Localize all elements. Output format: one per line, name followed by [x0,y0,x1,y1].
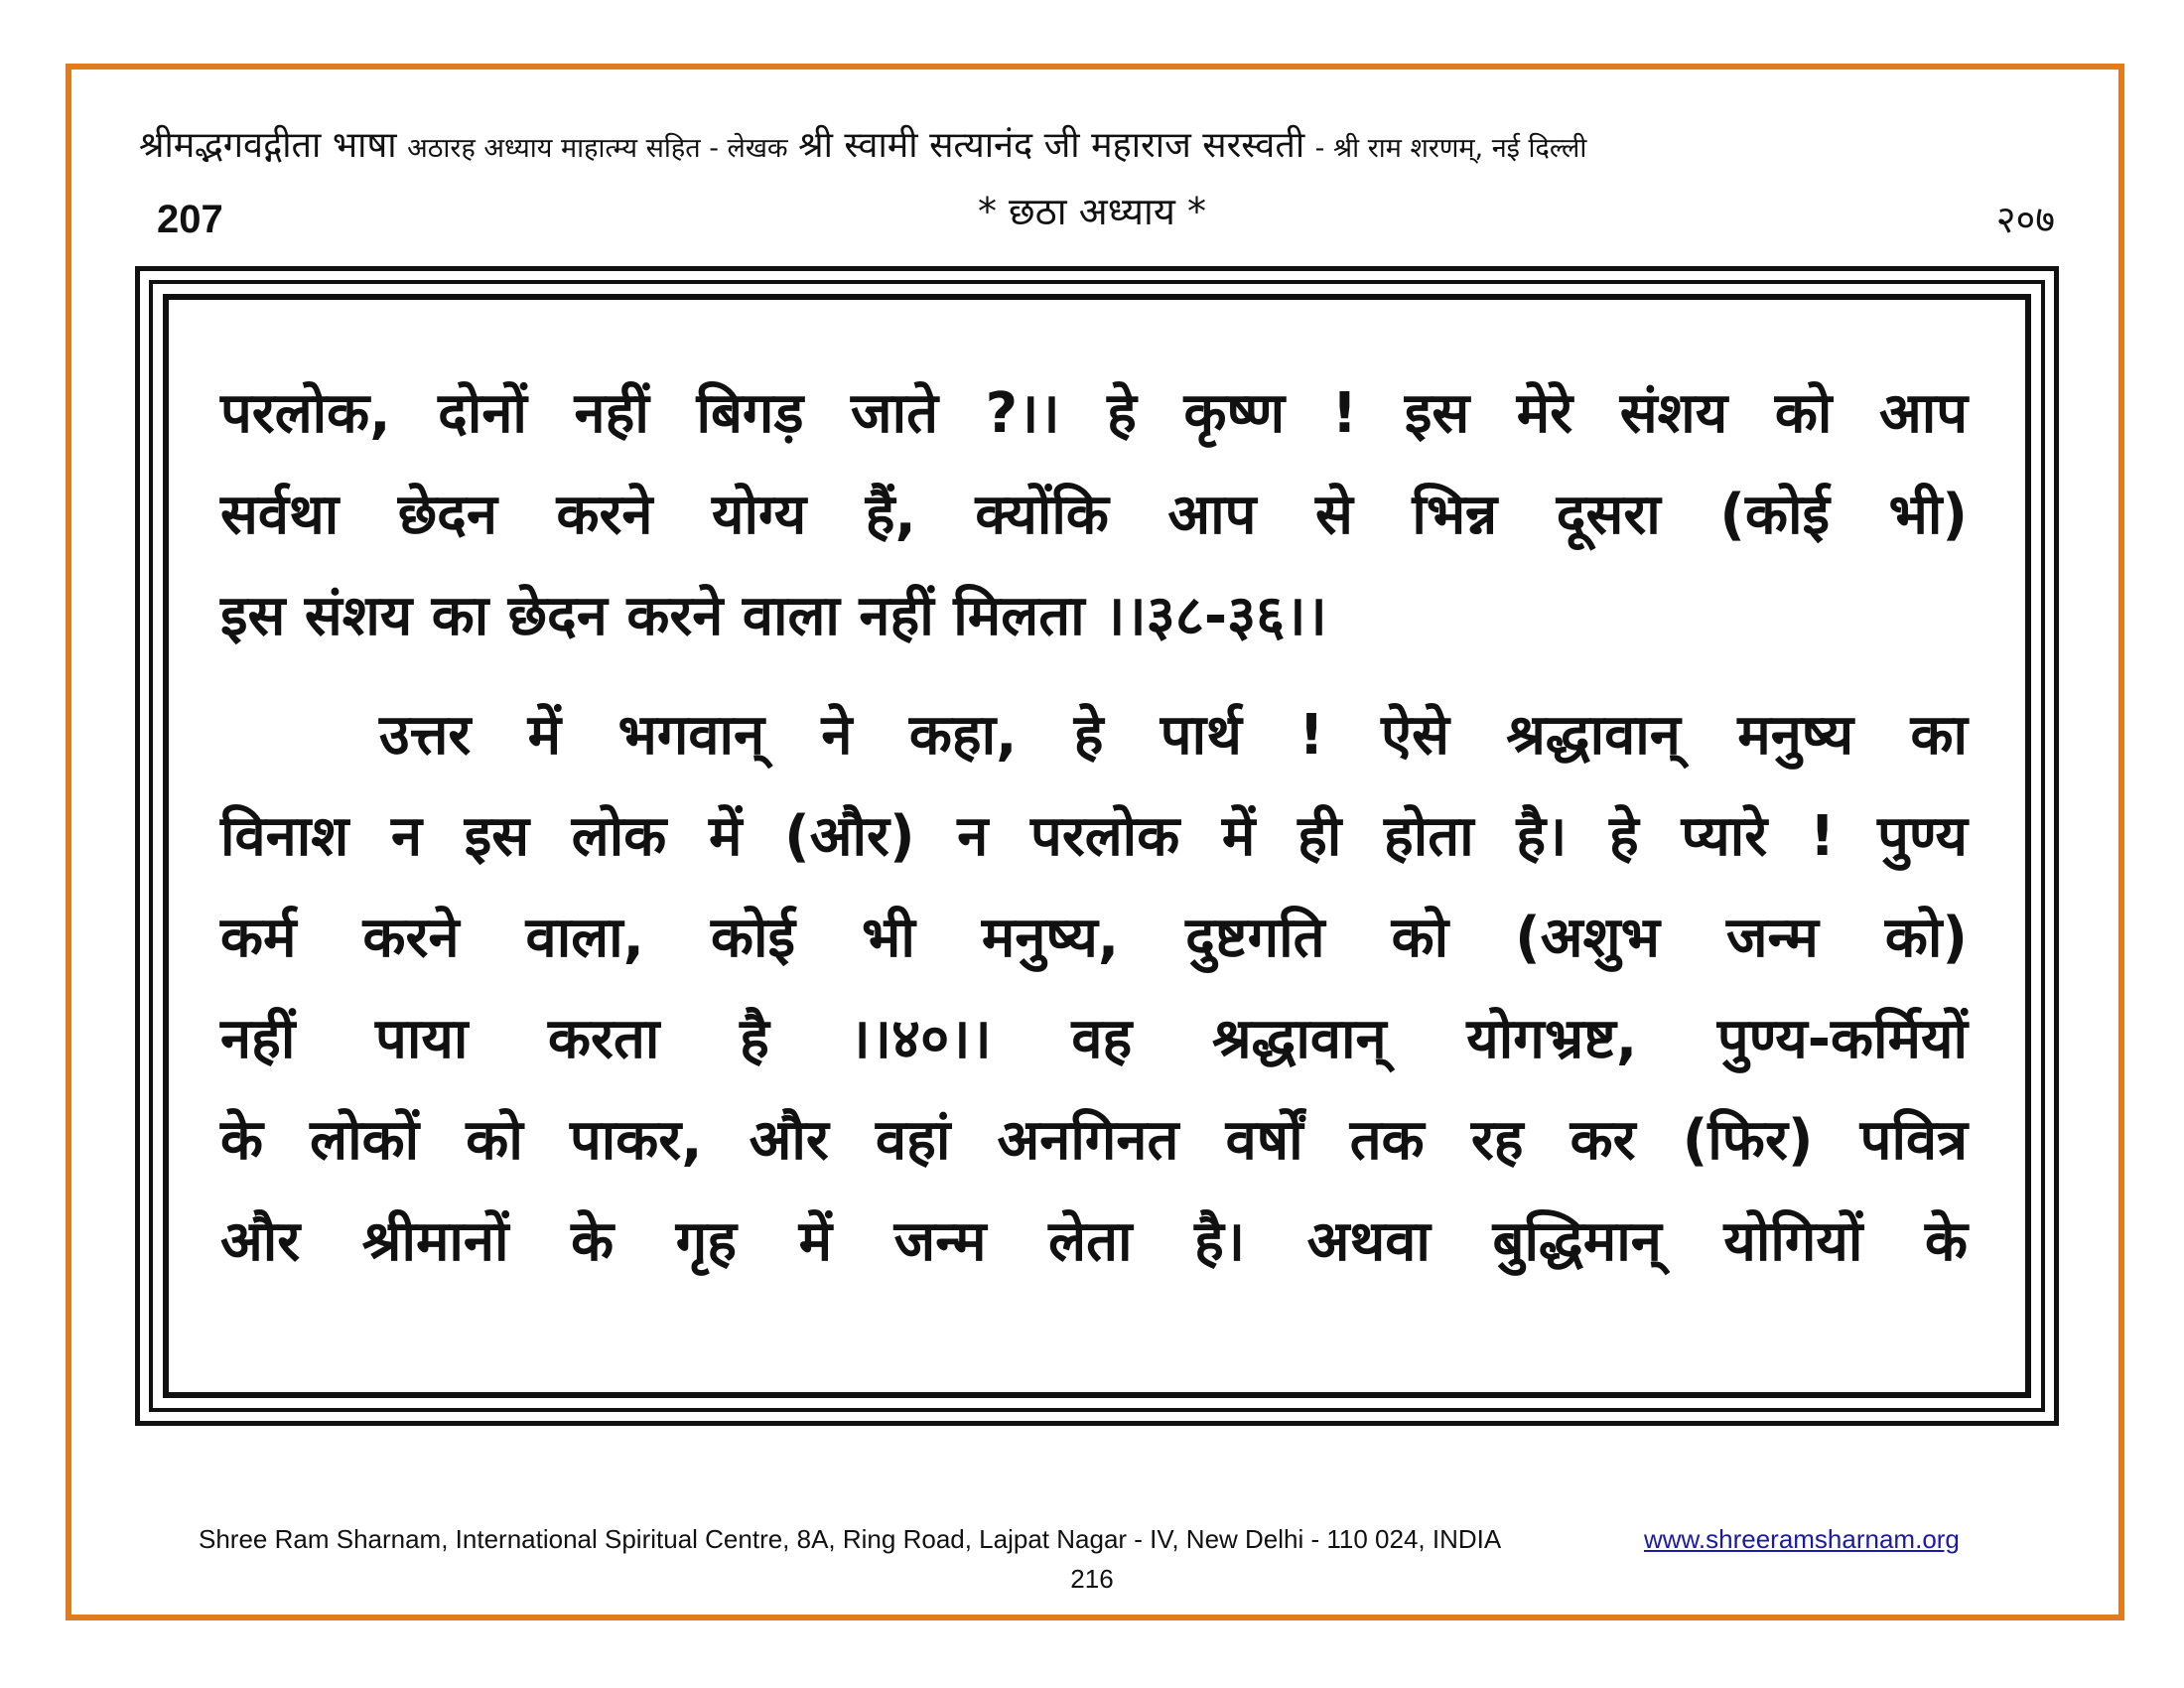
running-header [139,121,2065,171]
text-line: विनाश न इस लोक में (और) न परलोक में ही होता है। हे प्यारे ! पुण्य [220,804,1968,869]
author-name: श्री स्वामी सत्यानंद जी महाराज सरस्वती [798,125,1305,166]
text-line: कर्म करने वाला, कोई भी मनुष्य, दुष्टगति को (अशुभ जन्म को) [220,906,1968,970]
text-line: उत्तर में भगवान् ने कहा, हे पार्थ ! ऐसे श्रद्धावान् मनुष्य का [379,703,1968,768]
book-title: श्रीमद्भगवद्गीता भाषा [139,125,397,166]
paragraph-1 [220,363,1968,667]
text-line: के लोकों को पाकर, और वहां अनगिनत वर्षों तक रह कर (फिर) पवित्र [220,1108,1968,1173]
text-line: परलोक, दोनों नहीं बिगड़ जाते ?।। हे कृष्ण ! इस मेरे संशय को आप [220,381,1968,446]
chapter-title: * छठा अध्याय * [977,190,1207,233]
publisher-name: - श्री राम शरणम्, नई दिल्ली [1314,133,1587,164]
paragraph-2 [220,685,1968,1293]
text-line: और श्रीमानों के गृह में जन्म लेता है। अथवा बुद्धिमान् योगियों के [220,1209,1968,1274]
book-subtitle: अठारह अध्याय माहात्म्य सहित - लेखक [407,133,788,164]
page-number-left: 207 [157,198,223,241]
text-line: सर्वथा छेदन करने योग्य हैं, क्योंकि आप से भिन्न दूसरा (कोई भी) [220,483,1968,547]
text-line: नहीं पाया करता है ।।४०।। वह श्रद्धावान् योगभ्रष्ट, पुण्य-कर्मियों [220,1007,1968,1071]
website-link[interactable]: www.shreeramsharnam.org [1644,1524,1960,1554]
footer-page-number: 216 [1070,1564,1114,1594]
footer-address: Shree Ram Sharnam, International Spiritual Centre, 8A, Ring Road, Lajpat Nagar - IV, New Delhi - 110 024, INDIA [199,1524,1502,1554]
scripture-text [220,363,1968,1293]
page-number-right: २०७ [1995,198,2055,241]
text-line: इस संशय का छेदन करने वाला नहीं मिलता ।।३८-३६।। [220,584,1327,648]
